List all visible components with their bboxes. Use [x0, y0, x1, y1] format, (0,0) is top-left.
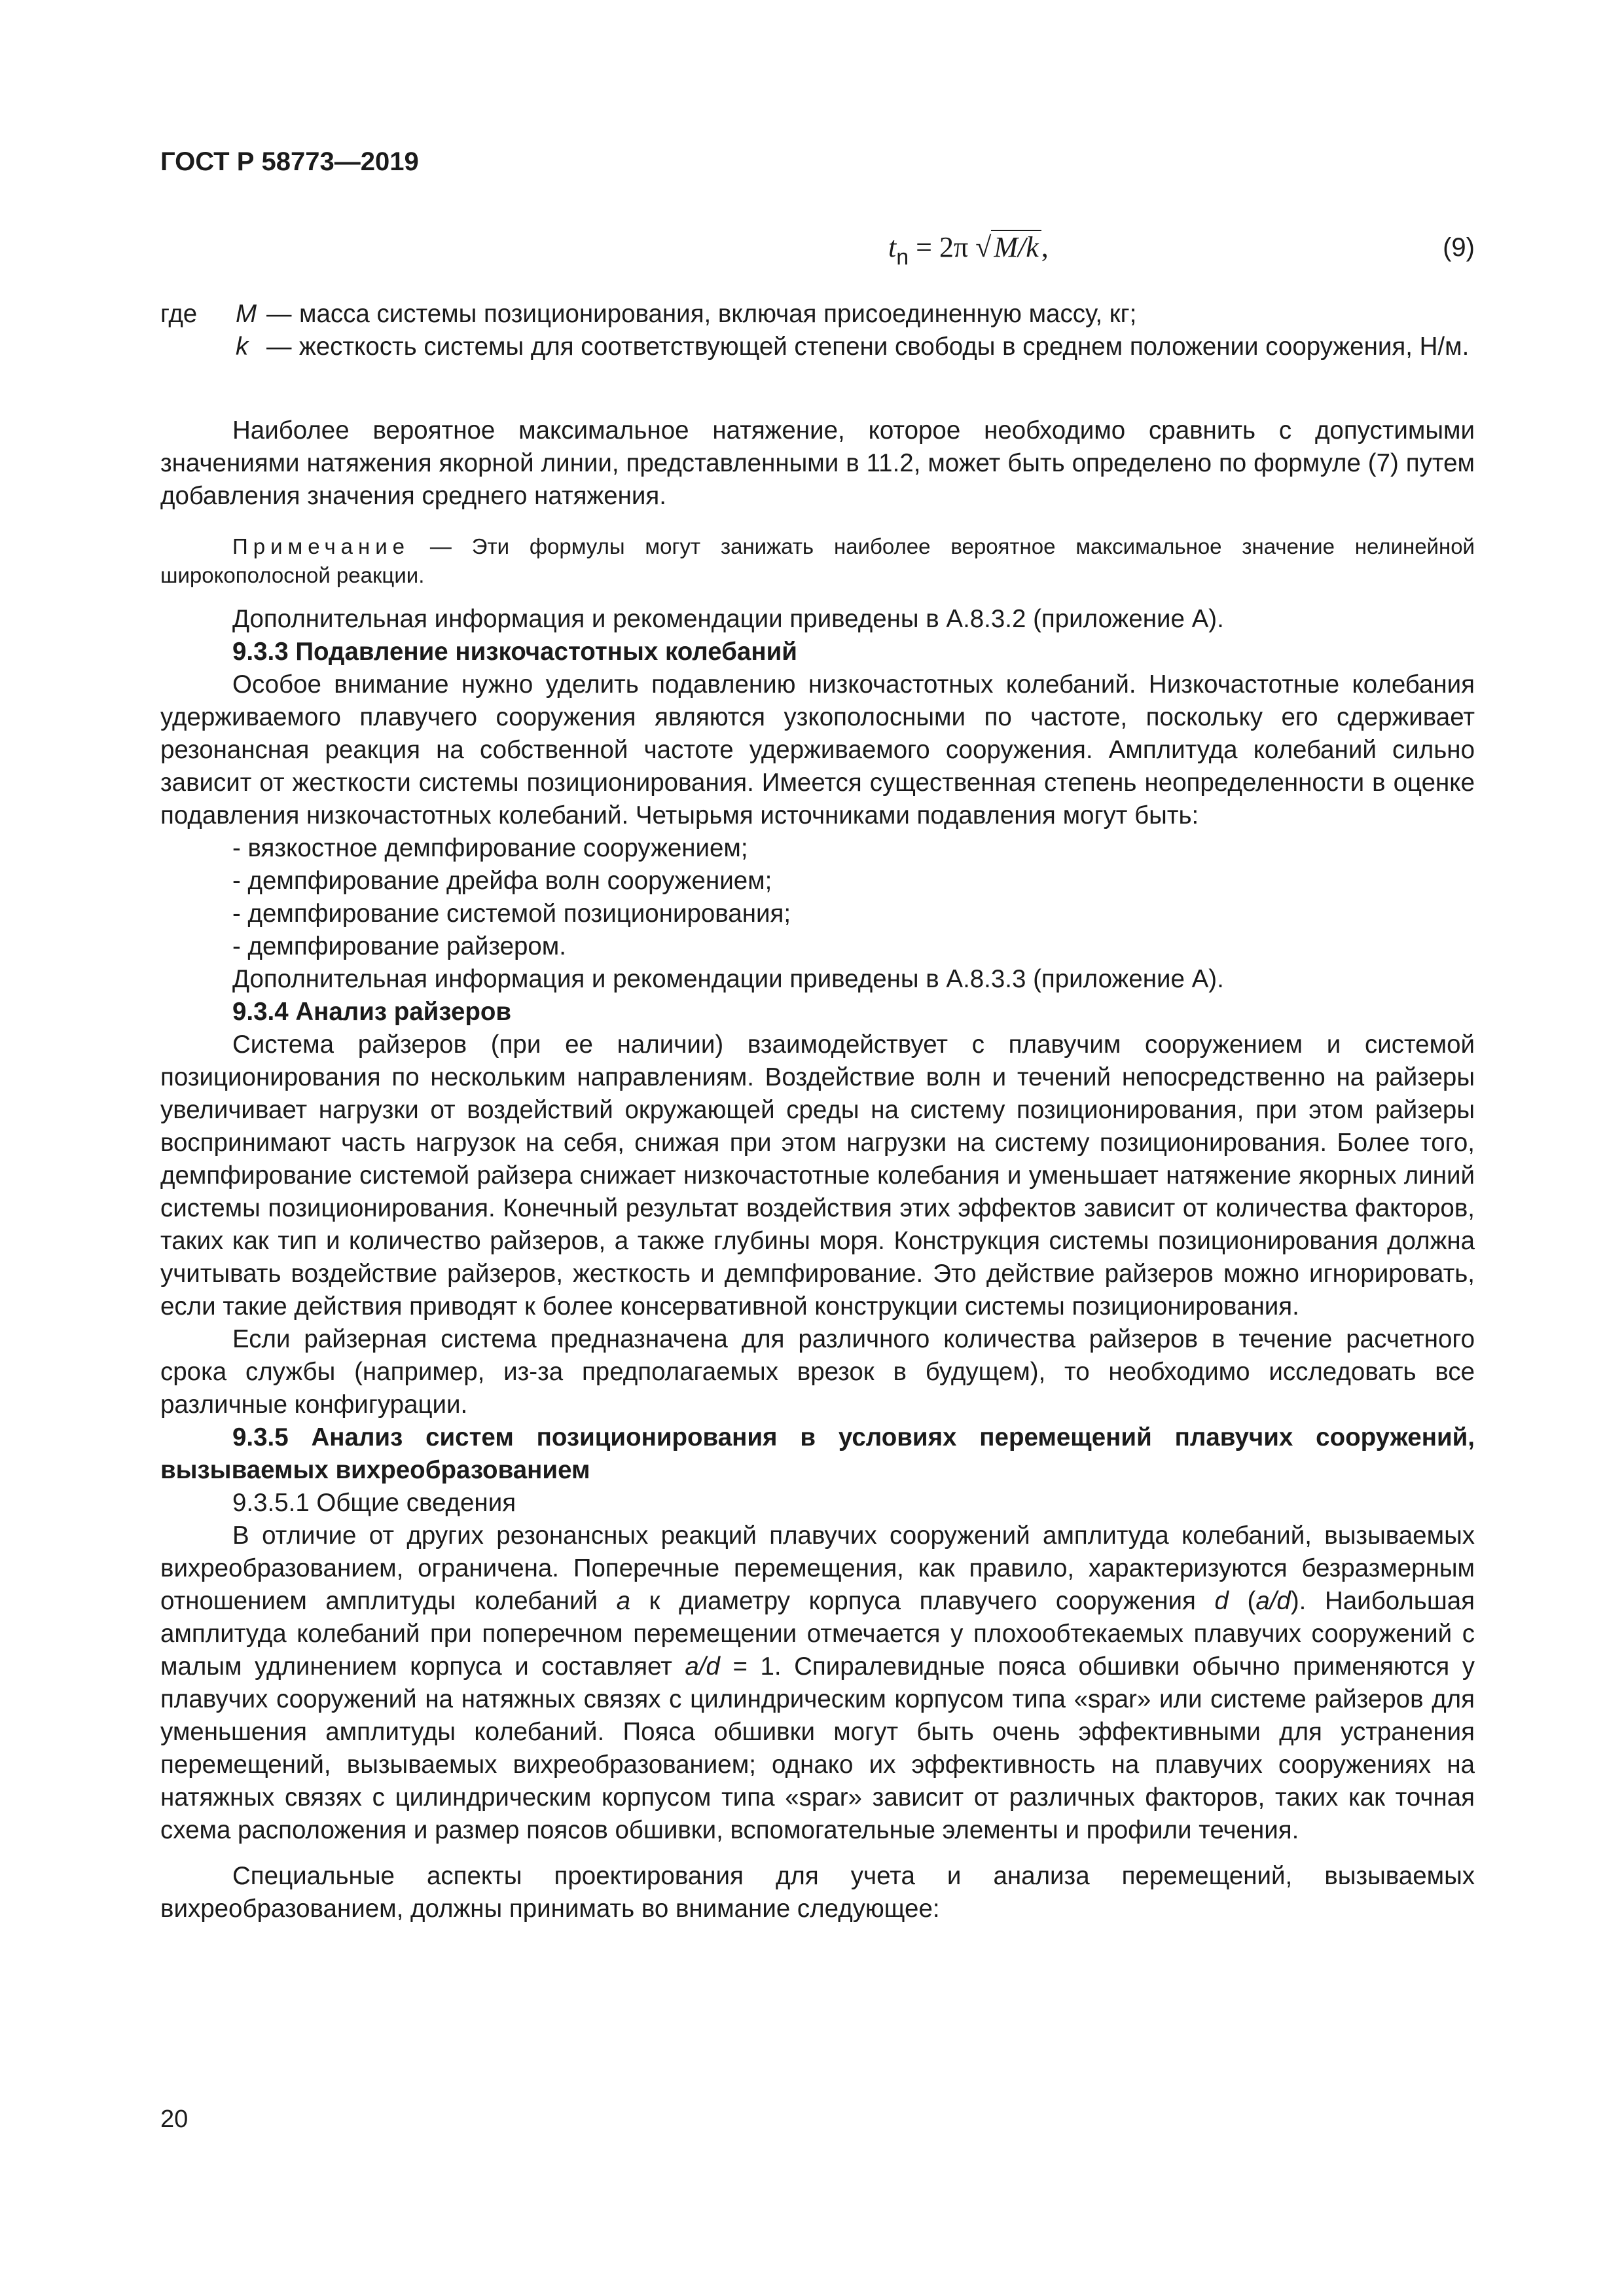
paragraph: Дополнительная информация и рекомендации приведены в А.8.3.2 (приложение А). — [232, 605, 1224, 633]
page-number: 20 — [160, 2105, 189, 2133]
where-desc-m: масса системы позиционирования, включая присоединенную массу, кг; — [299, 300, 1137, 328]
note-label: Примечание — [232, 534, 410, 558]
sqrt-icon: √ — [975, 231, 992, 263]
formula-radicand: M/k — [991, 230, 1041, 263]
text-span: ). Наибольшая амплитуда колебаний при поперечном перемещении отмечается у плохообтекаемых плавучих сооружений с малым удлинением корпуса и составляет — [160, 1587, 1475, 1681]
section-heading-9-3-4: 9.3.4 Анализ райзеров — [232, 998, 512, 1026]
note — [160, 532, 1475, 590]
where-dash: — — [266, 300, 292, 328]
section-heading-9-3-5: 9.3.5 Анализ систем позиционирования в условиях перемещений плавучих сооружений, вызываемых вихреобразованием — [160, 1423, 1475, 1484]
text-span: к диаметру корпуса плавучего сооружения — [630, 1587, 1215, 1615]
where-desc-k: жесткость системы для соответствующей степени свободы в среднем положении сооружения, Н/м. — [299, 333, 1470, 361]
formula-equals: = 2 — [909, 231, 954, 263]
var-d: d — [1214, 1587, 1229, 1615]
paragraph: Специальные аспекты проектирования для учета и анализа перемещений, вызываемых вихреобразованием, должны принимать во внимание следующее: — [160, 1862, 1475, 1923]
where-var-m: M — [236, 300, 257, 328]
list-item: - демпфирование системой позиционирования; — [232, 900, 791, 928]
paragraph: Наиболее вероятное максимальное натяжение, которое необходимо сравнить с допустимыми значениями натяжения якорной линии, представленными в 11.2, может быть определено по формуле (7) путем добавления значения среднего натяжения. — [160, 416, 1475, 510]
paragraph: Особое внимание нужно уделить подавлению низкочастотных колебаний. Низкочастотные колебания удерживаемого плавучего сооружения являются узкополосными по частоте, поскольку его сдерживает резонансная реакция на собственной частоте удерживаемого сооружения. Амплитуда колебаний сильно зависит от жесткости системы позиционирования. Имеется существенная степень неопределенности в оценке подавления низкочастотных колебаний. Четырьмя источниками подавления могут быть: — [160, 670, 1475, 829]
where-row-2 — [160, 331, 1475, 363]
section-heading-9-3-3: 9.3.3 Подавление низкочастотных колебаний — [232, 638, 797, 666]
list-item: - вязкостное демпфирование сооружением; — [232, 834, 748, 862]
ratio-ad: a/d — [1255, 1587, 1291, 1615]
paragraph — [160, 1520, 1475, 1847]
list-item: - демпфирование райзером. — [232, 932, 566, 960]
text-span: В отличие от других резонансных реакций плавучих сооружений амплитуда колебаний, вызываемых вихреобразованием, ограничена. Поперечные перемещения, как правило, характеризуются безразмерным отношением амплитуды колебаний — [160, 1522, 1475, 1615]
subsection-heading-9-3-5-1: 9.3.5.1 Общие сведения — [232, 1489, 516, 1517]
var-a: a — [616, 1587, 631, 1615]
formula-lhs-subscript: n — [896, 245, 909, 270]
where-row-1 — [160, 298, 1475, 331]
formula-lhs: t — [888, 231, 897, 263]
paragraph: Если райзерная система предназначена для различного количества райзеров в течение расчетного срока службы (например, из-за предполагаемых врезок в будущем), то необходимо исследовать все различные конфигурации. — [160, 1325, 1475, 1419]
paragraph: Система райзеров (при ее наличии) взаимодействует с плавучим сооружением и системой позиционирования по нескольким направлениям. Воздействие волн и течений непосредственно на райзеры увеличивает нагрузки от воздействий окружающей среды на систему позиционирования, при этом райзеры воспринимают часть нагрузок на себя, снижая при этом нагрузки на систему позиционирования. Более того, демпфирование системой райзера снижает низкочастотные колебания и уменьшает натяжение якорных линий системы позиционирования. Конечный результат воздействия этих эффектов зависит от количества факторов, таких как тип и количество райзеров, а также глубины моря. Конструкция системы позиционирования должна учитывать воздействие райзеров, жесткость и демпфирование. Это действие райзеров можно игнорировать, если такие действия приводят к более консервативной конструкции системы позиционирования. — [160, 1030, 1475, 1321]
where-dash: — — [266, 333, 292, 361]
ratio-ad: a/d — [685, 1652, 720, 1681]
formula-trail: , — [1041, 231, 1049, 263]
formula-9 — [888, 228, 1049, 269]
formula-pi: π — [953, 231, 969, 263]
formula-row — [160, 228, 1475, 274]
paragraph: Дополнительная информация и рекомендации приведены в А.8.3.3 (приложение А). — [232, 965, 1224, 993]
document-header: ГОСТ Р 58773—2019 — [160, 147, 419, 176]
note-text: — Эти формулы могут занижать наиболее вероятное максимальное значение нелинейной широкополосной реакции. — [160, 534, 1475, 587]
document-body — [160, 298, 1475, 1925]
where-label: где — [160, 300, 198, 328]
text-span: = 1. Спиралевидные пояса обшивки обычно применяются у плавучих сооружений на натяжных связях с цилиндрическим корпусом типа «spar» или системе райзеров для уменьшения амплитуды колебаний. Пояса обшивки могут быть очень эффективными для устранения перемещений, вызываемых вихреобразованием; однако их эффективность на плавучих сооружениях на натяжных связях с цилиндрическим корпусом типа «spar» зависит от различных факторов, таких как точная схема расположения и размер поясов обшивки, вспомогательные элементы и профили течения. — [160, 1652, 1475, 1844]
list-item: - демпфирование дрейфа волн сооружением; — [232, 867, 772, 895]
equation-number: (9) — [1443, 233, 1475, 262]
where-var-k: k — [236, 333, 249, 361]
text-span: ( — [1228, 1587, 1256, 1615]
